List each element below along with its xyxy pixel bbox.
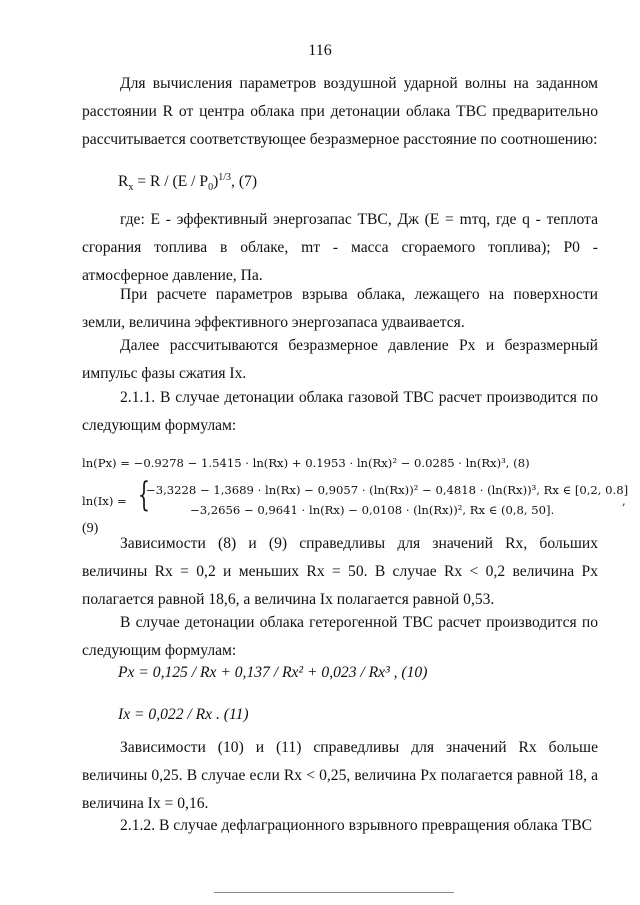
equation-9-case-2: −3,2656 − 0,9641 · ln(Rx) − 0,0108 · (ln(Rx))², Rx ∈ (0,8, 50]. xyxy=(190,503,555,517)
bottom-divider xyxy=(214,892,454,893)
equation-9-number: (9) xyxy=(82,521,99,536)
paragraph-definitions: где: E - эффективный энергозапас ТВС, Дж (E = mтq, где q - теплота сгорания топлива в облаке, mт - масса сгораемого топлива); P0 - атмосферное давление, Па. xyxy=(82,211,598,284)
paragraph-heterogeneous: В случае детонации облака гетерогенной ТВС расчет производится по следующим формулам: xyxy=(82,614,598,659)
equation-9-case-1: −3,3228 − 1,3689 · ln(Rx) − 0,9057 · (ln(Rx))² − 0,4818 · (ln(Rx))³, Rx ∈ [0,2, 0.8] xyxy=(146,483,629,497)
paragraph-intro: Для вычисления параметров воздушной ударной волны на заданном расстоянии R от центра облака при детонации облака ТВС предварительно рассчитывается соответствующее безразмерное расстояние по соотношению: xyxy=(82,75,598,148)
paragraph-section-2-1-1: 2.1.1. В случае детонации облака газовой ТВС расчет производится по следующим формулам: xyxy=(82,389,598,434)
equation-9-comma: , xyxy=(622,494,626,508)
paragraph-section-2-1-2: 2.1.2. В случае дефлаграционного взрывного превращения облака ТВС xyxy=(120,817,592,834)
paragraph-ground-surface: При расчете параметров взрыва облака, лежащего на поверхности земли, величина эффективного энергозапаса удваивается. xyxy=(82,286,598,331)
formula-7: $R_x = R / (E / P_0)^{1/3}$, (7) xyxy=(118,171,258,194)
formula-11: Ix = 0,022 / Rx . (11) xyxy=(118,706,249,723)
equation-9-lhs: ln(Ix) = xyxy=(82,494,127,508)
equation-8: ln(Px) = −0.9278 − 1.5415 · ln(Rx) + 0.1953 · ln(Rx)² − 0.0285 · ln(Rx)³, (8) xyxy=(82,456,530,470)
paragraph-validity-8-9: Зависимости (8) и (9) справедливы для значений Rx, больших величины Rx = 0,2 и меньших Rx = 50. В случае Rx < 0,2 величина Px полагается равной 18,6, а величина Ix полагается равной 0,53. xyxy=(82,535,598,608)
paragraph-validity-10-11: Зависимости (10) и (11) справедливы для значений Rx больше величины 0,25. В случае если Rx < 0,25, величина Px полагается равной 18, а величина Ix = 0,16. xyxy=(82,739,598,812)
formula-10: Px = 0,125 / Rx + 0,137 / Rx² + 0,023 / Rx³ , (10) xyxy=(118,664,428,681)
paragraph-dimensionless: Далее рассчитываются безразмерное давление Px и безразмерный импульс фазы сжатия Ix. xyxy=(82,337,598,382)
equation-9-brace: { xyxy=(138,475,150,515)
page-number: 116 xyxy=(308,42,332,59)
